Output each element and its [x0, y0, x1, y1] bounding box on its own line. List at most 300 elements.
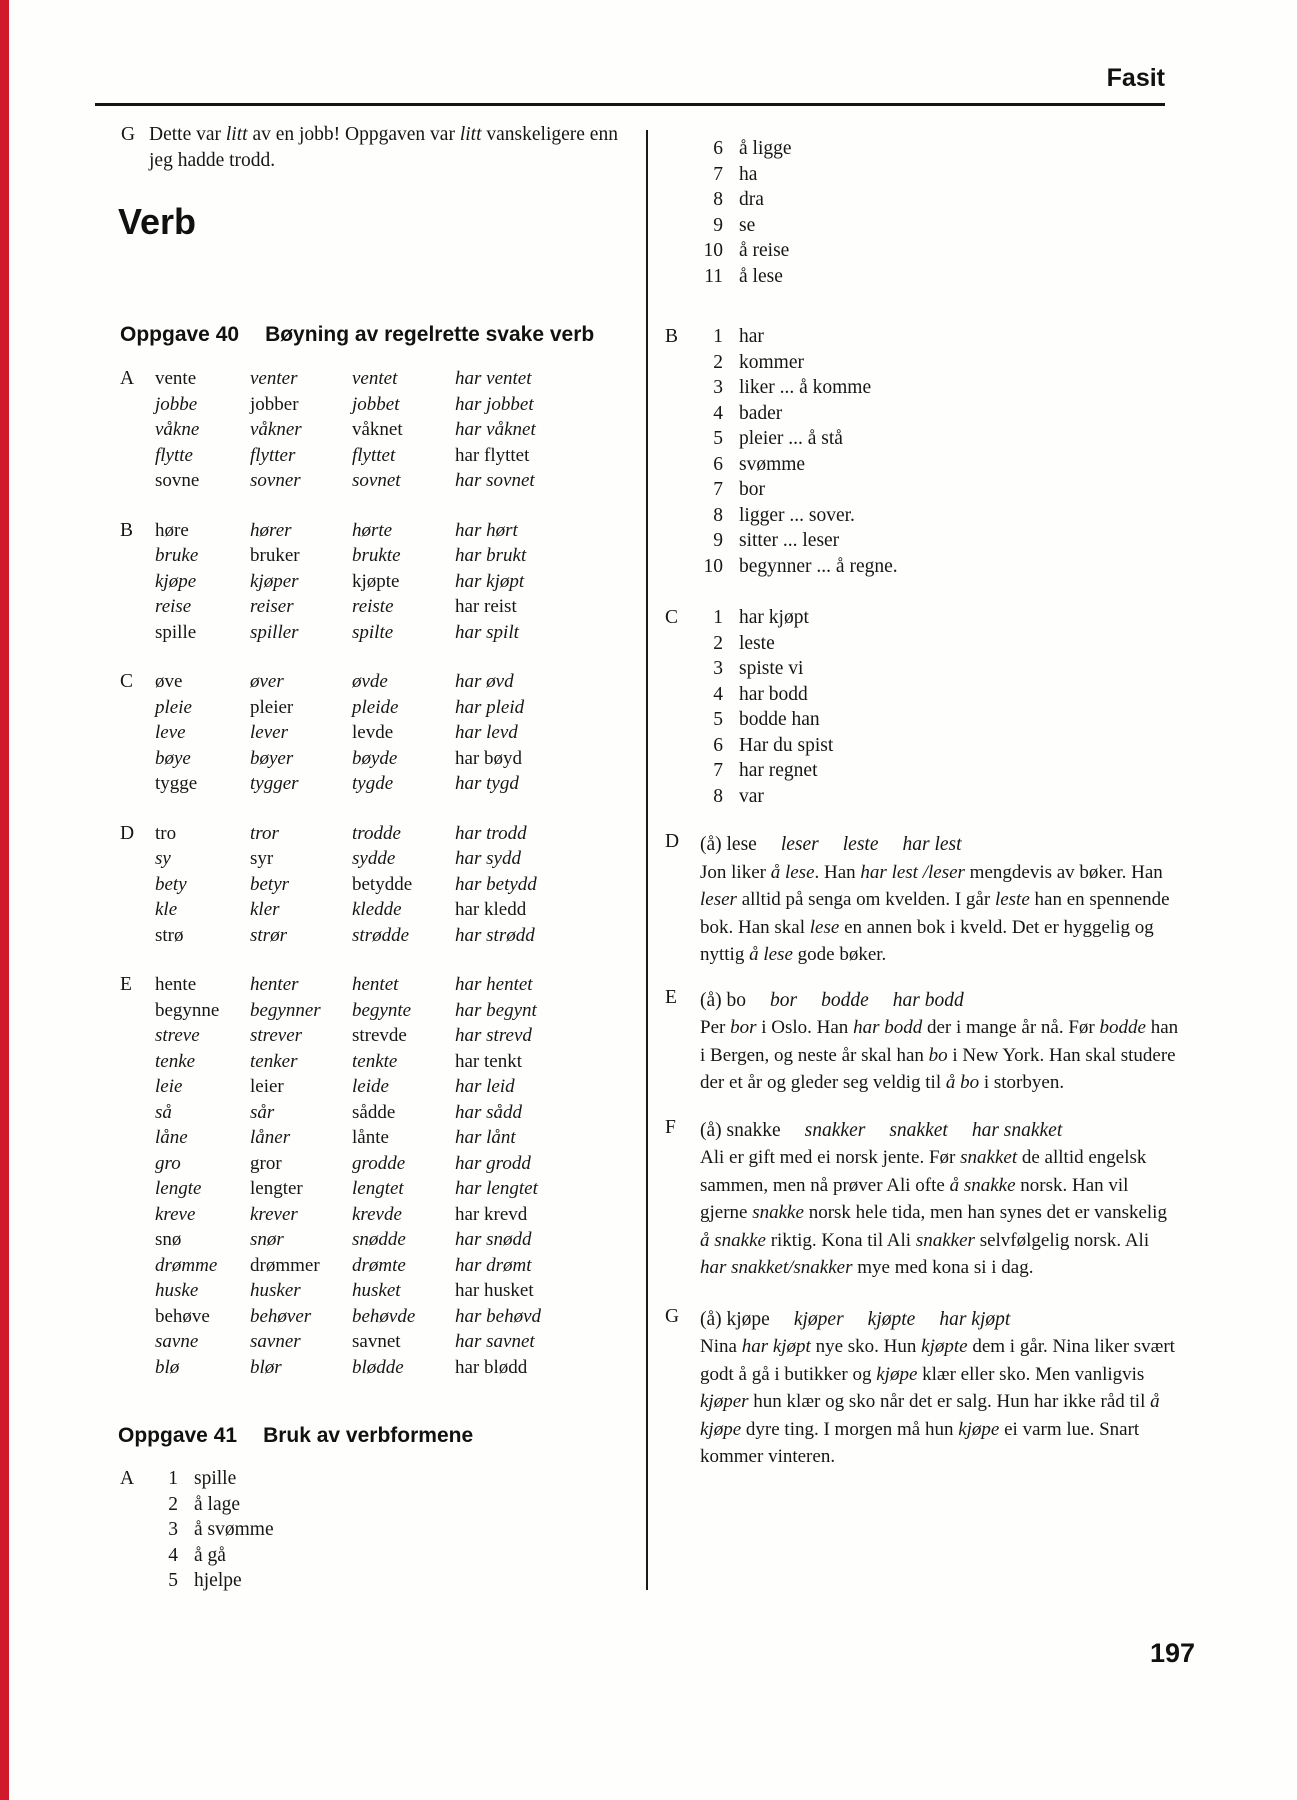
group-label — [120, 1517, 158, 1543]
verb-form: savne — [155, 1331, 199, 1352]
verb-form: tygger — [250, 773, 299, 794]
verb-form: våkne — [155, 419, 200, 440]
verb-form: har våknet — [455, 419, 536, 440]
list-item — [120, 1466, 460, 1492]
oppgave40-heading — [120, 323, 594, 347]
item-text: å svømme — [194, 1519, 274, 1540]
verb-form: har blødd — [455, 1356, 528, 1378]
verb-form: drømmer — [250, 1254, 320, 1276]
group-label — [120, 468, 155, 494]
verb-form: leide — [352, 1076, 389, 1097]
group-label — [665, 733, 703, 759]
verb-form: kledde — [352, 899, 402, 920]
verb-form: våknet — [352, 419, 403, 440]
verb-form: har brukt — [455, 545, 527, 566]
verb-forms-line — [700, 831, 1180, 859]
item-number: 8 — [713, 785, 723, 807]
verb-form: vente — [155, 368, 197, 389]
item-number: 7 — [713, 163, 723, 185]
verb-form: tenkte — [352, 1050, 398, 1072]
item-number: 2 — [713, 632, 723, 654]
verb-form: har husket — [455, 1280, 534, 1301]
group-label — [120, 998, 155, 1024]
verb-row — [120, 1253, 636, 1279]
item-text: ligger ... sover. — [739, 504, 855, 526]
item-number: 3 — [168, 1519, 178, 1540]
list-item — [665, 758, 1180, 784]
group-label — [120, 923, 155, 949]
item-text: bor — [739, 479, 765, 500]
verb-form: brukte — [352, 545, 401, 566]
verb-form: har levd — [455, 722, 518, 743]
group-label — [120, 1278, 155, 1304]
group-label — [120, 417, 155, 443]
item-text: å lage — [194, 1493, 241, 1515]
item-number: 1 — [713, 326, 723, 347]
verb-group-a — [120, 366, 636, 494]
verb-form: har krevd — [455, 1203, 528, 1225]
list-item — [665, 264, 1180, 290]
verb-form: lånte — [352, 1127, 389, 1148]
item-number: 4 — [168, 1544, 178, 1566]
verb-row — [120, 897, 636, 923]
right-column — [665, 126, 1180, 1471]
group-label — [665, 503, 703, 529]
item-number: 6 — [713, 453, 723, 475]
item-text: svømme — [739, 453, 806, 475]
verb-form: jobbe — [155, 393, 198, 415]
verb-form: sydde — [352, 848, 396, 869]
group-label: D — [665, 831, 680, 852]
verb-form: har reist — [455, 596, 517, 617]
verb-form: blødde — [352, 1356, 404, 1378]
answer-paragraph: Nina har kjøpt nye sko. Hun kjøpte dem i går. Nina liker svært godt å gå i butikker og kjøpe klær eller sko. Men vanligvis kjøper hun klær og sko når det er salg. Hun har ikke råd til å kjøpe dyre ting. I morgen må hun kjøpe ei varm lue. Snart kommer vinteren. — [700, 1336, 1175, 1467]
verb-form: jobber — [250, 393, 299, 415]
group-label — [665, 554, 703, 580]
verb-form: reiste — [352, 596, 394, 617]
verb-form: grodde — [352, 1152, 406, 1174]
verb-form: spille — [155, 621, 197, 643]
list-item — [120, 1568, 460, 1594]
section-content — [700, 1117, 1180, 1282]
verb-form: bruke — [155, 545, 199, 566]
verb-form: har bodd — [892, 989, 964, 1011]
verb-form: krever — [250, 1203, 298, 1225]
infinitive: (å) snakke — [700, 1119, 781, 1141]
item-text: begynner ... å regne. — [739, 555, 898, 577]
verb-row — [120, 518, 636, 544]
verb-form: leie — [155, 1076, 183, 1097]
list-item — [665, 784, 1180, 810]
item-number: 3 — [713, 377, 723, 398]
verb-form: har jobbet — [455, 393, 534, 415]
verb-form: husket — [352, 1280, 401, 1301]
item-text: liker ... å komme — [739, 377, 872, 398]
list-item — [665, 426, 1180, 452]
verb-form: har leid — [455, 1076, 515, 1097]
verb-row — [120, 1355, 636, 1381]
verb-form: begynte — [352, 999, 412, 1021]
verb-form: strevde — [352, 1025, 407, 1046]
verb-form: strødde — [352, 924, 409, 946]
verb-form: pleie — [155, 696, 192, 718]
section-content — [700, 987, 1180, 1097]
group-label — [665, 375, 703, 401]
verb-form: streve — [155, 1025, 200, 1046]
item-text: har bodd — [739, 683, 808, 705]
verb-form: øvde — [352, 671, 388, 692]
verb-form: så — [155, 1101, 172, 1123]
group-label — [120, 1227, 155, 1253]
verb-form: strever — [250, 1025, 303, 1046]
page-header-title: Fasit — [1106, 64, 1165, 92]
verb-form: bodde — [821, 989, 869, 1011]
item-number: 2 — [713, 351, 723, 373]
verb-form: har strevd — [455, 1025, 532, 1046]
group-label — [120, 1202, 155, 1228]
verb-row — [120, 846, 636, 872]
verb-form: har pleid — [455, 696, 525, 718]
item-text: ha — [739, 163, 758, 185]
group-label — [120, 1253, 155, 1279]
verb-form: har hørt — [455, 519, 518, 541]
verb-form: strø — [155, 924, 184, 946]
group-label — [665, 401, 703, 427]
group-label — [665, 784, 703, 810]
verb-form: flytte — [155, 444, 193, 466]
item-text: se — [739, 214, 756, 236]
verb-form: kjøper — [250, 570, 299, 592]
verb-form: hentet — [352, 974, 399, 995]
verb-group-c — [120, 669, 636, 797]
answer-paragraph: Ali er gift med ei norsk jente. Før snakket de alltid engelsk sammen, men nå prøver Ali ofte å snakke norsk. Han vil gjerne snakke norsk hele tida, men han synes det er vanskelig å snakke riktig. Kona til Ali snakker selvfølgelig norsk. Ali har snakket/snakker mye med kona si i dag. — [700, 1147, 1167, 1278]
group-label — [120, 1568, 158, 1594]
verb-form: sovne — [155, 470, 200, 491]
item-number: 3 — [713, 658, 723, 679]
list-item — [665, 528, 1180, 554]
oppgave-number: Oppgave 40 — [120, 323, 240, 346]
answer-item-g — [121, 122, 633, 174]
group-label — [120, 443, 155, 469]
verb-form: pleide — [352, 696, 399, 718]
oppgave-title: Bruk av verbformene — [263, 1424, 474, 1447]
group-label — [120, 594, 155, 620]
verb-form: lengter — [250, 1178, 303, 1199]
group-label: E — [665, 986, 677, 1008]
verb-row — [120, 620, 636, 646]
verb-form: har kjøpt — [455, 570, 525, 592]
verb-form: har tygd — [455, 773, 519, 794]
verb-form: gro — [155, 1152, 181, 1174]
verb-form: sår — [250, 1101, 275, 1123]
verb-form: tror — [250, 822, 279, 844]
verb-form: øver — [250, 671, 284, 692]
column-divider — [646, 130, 648, 1590]
group-label — [120, 695, 155, 721]
verb-form: blø — [155, 1356, 180, 1378]
verb-form: lever — [250, 722, 288, 743]
answer-paragraph: Jon liker å lese. Han har lest /leser mengdevis av bøker. Han leser alltid på senga om kvelden. I går leste han en spennende bok. Han skal lese en annen bok i kveld. Det er hyggelig og nyttig å lese gode bøker. — [700, 861, 1170, 965]
list-item — [665, 656, 1180, 682]
verb-row — [120, 1151, 636, 1177]
group-label — [120, 1543, 158, 1569]
verb-form: har ventet — [455, 368, 532, 389]
verb-form: bor — [770, 989, 798, 1011]
list-item — [665, 324, 1180, 350]
group-label — [120, 771, 155, 797]
item-number: 2 — [168, 1493, 178, 1515]
item-text: Har du spist — [739, 734, 834, 756]
verb-form: snakker — [804, 1119, 866, 1141]
verb-form: har flyttet — [455, 444, 530, 466]
verb-form: kjøpe — [155, 570, 197, 592]
group-label — [120, 1304, 155, 1330]
item-number: 4 — [713, 683, 723, 705]
item-number: 11 — [704, 265, 723, 287]
verb-row — [120, 392, 636, 418]
verb-form: drømte — [352, 1254, 406, 1276]
verb-row — [120, 1049, 636, 1075]
verb-row — [120, 1278, 636, 1304]
list-item — [665, 605, 1180, 631]
verb-form: spilte — [352, 621, 394, 643]
group-label — [120, 620, 155, 646]
verb-form: snør — [250, 1229, 284, 1250]
item-number: 9 — [713, 214, 723, 236]
verb-form: leste — [842, 834, 879, 855]
group-label — [120, 897, 155, 923]
header-rule — [95, 103, 1165, 106]
spine-red-bar — [0, 0, 9, 1800]
verb-form: bety — [155, 873, 187, 895]
list-item — [120, 1517, 460, 1543]
verb-form: bøye — [155, 747, 191, 769]
verb-form: øve — [155, 671, 183, 692]
group-label — [120, 569, 155, 595]
verb-form: tenke — [155, 1050, 196, 1072]
group-label: B — [665, 326, 679, 347]
group-label: E — [120, 974, 132, 995]
list-item — [665, 631, 1180, 657]
answer-list-b — [665, 324, 1180, 579]
page-number: 197 — [1150, 1638, 1196, 1668]
list-item — [665, 452, 1180, 478]
verb-form: tygde — [352, 773, 394, 794]
group-label: C — [120, 671, 134, 692]
verb-row — [120, 1100, 636, 1126]
item-text: bodde han — [739, 709, 820, 730]
answer-section-d — [665, 831, 1180, 969]
group-label — [120, 1355, 155, 1381]
item-text: å reise — [739, 240, 790, 261]
verb-row — [120, 1227, 636, 1253]
verb-row — [120, 1329, 636, 1355]
verb-conjugation-table — [120, 366, 636, 1404]
group-label — [120, 392, 155, 418]
verb-form: har kledd — [455, 899, 527, 920]
verb-form: har lånt — [455, 1127, 516, 1148]
group-label — [665, 136, 703, 162]
group-label — [665, 477, 703, 503]
item-text: sitter ... leser — [739, 530, 840, 551]
answer-section-e — [665, 987, 1180, 1097]
verb-form: sovner — [250, 470, 301, 491]
verb-form: savnet — [352, 1331, 401, 1352]
verb-form: drømme — [155, 1254, 218, 1276]
group-label — [665, 213, 703, 239]
verb-form: har kjøpt — [939, 1308, 1011, 1330]
verb-form: krevde — [352, 1203, 402, 1225]
item-text: pleier ... å stå — [739, 428, 843, 449]
verb-form: gror — [250, 1152, 282, 1174]
group-label: G — [665, 1305, 680, 1327]
section-content — [700, 1306, 1180, 1471]
group-label — [120, 1100, 155, 1126]
verb-row — [120, 695, 636, 721]
list-item — [120, 1543, 460, 1569]
item-number: 5 — [713, 428, 723, 449]
verb-form: pleier — [250, 696, 294, 718]
verb-row — [120, 1202, 636, 1228]
verb-form: våkner — [250, 419, 302, 440]
verb-form: leve — [155, 722, 186, 743]
verb-form: savner — [250, 1331, 301, 1352]
group-label: A — [120, 368, 135, 389]
group-label: D — [120, 822, 135, 844]
verb-form: betydde — [352, 873, 413, 895]
verb-form: bruker — [250, 545, 300, 566]
group-label — [665, 528, 703, 554]
verb-form: har sovnet — [455, 470, 535, 491]
group-label — [665, 426, 703, 452]
verb-form: snakket — [889, 1119, 948, 1141]
verb-row — [120, 594, 636, 620]
verb-form: lengte — [155, 1178, 202, 1199]
item-text: kommer — [739, 351, 804, 373]
group-label: G — [121, 124, 136, 145]
group-label — [665, 264, 703, 290]
verb-row — [120, 972, 636, 998]
verb-form: har lengtet — [455, 1178, 538, 1199]
group-label — [665, 758, 703, 784]
list-item — [665, 707, 1180, 733]
item-number: 8 — [713, 189, 723, 210]
item-text: har — [739, 326, 764, 347]
verb-form: begynner — [250, 999, 321, 1021]
list-item — [665, 187, 1180, 213]
verb-form: trodde — [352, 822, 401, 844]
item-text: bader — [739, 402, 783, 424]
list-item — [665, 733, 1180, 759]
answer-list-c — [665, 605, 1180, 809]
verb-row — [120, 746, 636, 772]
verb-row — [120, 443, 636, 469]
verb-form: behøvde — [352, 1305, 416, 1327]
verb-form: sådde — [352, 1101, 396, 1123]
group-label — [665, 682, 703, 708]
answer-section-g — [665, 1306, 1180, 1471]
list-item — [665, 136, 1180, 162]
group-label — [120, 872, 155, 898]
verb-form: har grodd — [455, 1152, 531, 1174]
verb-form: tenker — [250, 1050, 298, 1072]
group-label — [665, 187, 703, 213]
list-item — [665, 350, 1180, 376]
verb-form: låner — [250, 1127, 291, 1148]
list-item — [665, 554, 1180, 580]
verb-row — [120, 1125, 636, 1151]
verb-group-e — [120, 972, 636, 1380]
group-label — [120, 1125, 155, 1151]
group-label — [120, 1329, 155, 1355]
verb-form: reise — [155, 596, 192, 617]
verb-form: leser — [780, 834, 819, 855]
infinitive: (å) lese — [700, 834, 757, 855]
item-number: 10 — [703, 240, 723, 261]
infinitive: (å) bo — [700, 989, 747, 1011]
verb-form: har bøyd — [455, 747, 523, 769]
verb-form: ventet — [352, 368, 398, 389]
verb-row — [120, 669, 636, 695]
verb-group-d — [120, 821, 636, 949]
item-text: å gå — [194, 1544, 226, 1566]
item-number: 6 — [713, 734, 723, 756]
verb-form: kle — [155, 899, 178, 920]
group-label: C — [665, 607, 679, 628]
verb-row — [120, 543, 636, 569]
verb-form: betyr — [250, 873, 290, 895]
verb-form: begynne — [155, 999, 220, 1021]
verb-forms-line — [700, 987, 1180, 1015]
list-item — [120, 1492, 460, 1518]
verb-row — [120, 1074, 636, 1100]
item-number: 8 — [713, 504, 723, 526]
list-item — [665, 477, 1180, 503]
group-label — [120, 720, 155, 746]
item-number: 5 — [168, 1570, 178, 1591]
group-label — [665, 656, 703, 682]
item-number: 7 — [713, 479, 723, 500]
verb-form: har begynt — [455, 999, 537, 1021]
oppgave41-heading — [118, 1424, 473, 1448]
item-text: spiste vi — [739, 658, 804, 679]
verb-form: har snødd — [455, 1229, 532, 1250]
verb-form: huske — [155, 1280, 199, 1301]
item-text: å lese — [739, 265, 783, 287]
verb-form: låne — [155, 1127, 188, 1148]
section-heading-verb: Verb — [118, 201, 197, 242]
verb-form: kjøper — [793, 1308, 844, 1330]
item-number: 4 — [713, 402, 723, 424]
verb-form: har lest — [902, 834, 962, 855]
group-label — [665, 162, 703, 188]
verb-form: venter — [250, 368, 298, 389]
group-label — [120, 1049, 155, 1075]
verb-form: spiller — [250, 621, 299, 643]
verb-form: flytter — [250, 444, 296, 466]
list-item — [665, 238, 1180, 264]
group-label — [665, 452, 703, 478]
item-number: 1 — [168, 1468, 178, 1489]
verb-row — [120, 1304, 636, 1330]
item-number: 5 — [713, 709, 723, 730]
verb-form: sy — [155, 848, 171, 869]
verb-form: kreve — [155, 1203, 196, 1225]
group-label — [665, 238, 703, 264]
verb-form: henter — [250, 974, 299, 995]
answer-list-continuation — [665, 136, 1180, 289]
item-text: leste — [739, 632, 775, 654]
